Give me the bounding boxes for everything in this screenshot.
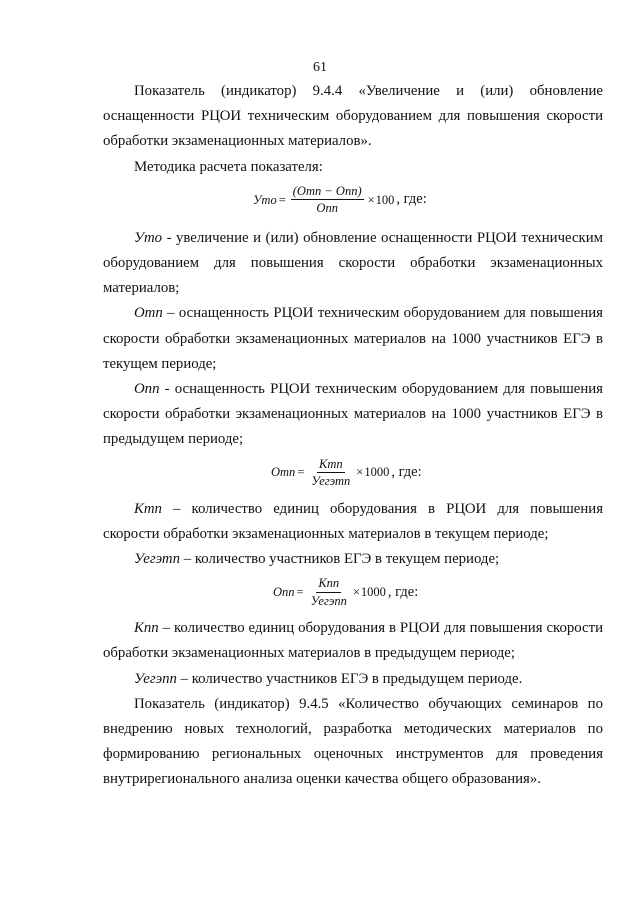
definition-otp — [103, 301, 603, 377]
definition-uegetp-var: Уегэтп — [134, 551, 181, 568]
formula-opp — [103, 572, 603, 616]
formula-otp-numerator: Ктп — [317, 457, 345, 473]
formula-otp — [103, 453, 603, 497]
formula-opp-denominator: Уегэпп — [310, 593, 347, 608]
formula-uto-where: , где: — [396, 191, 427, 208]
definition-ktp-text: – количество единиц оборудования в РЦОИ для повышения скорости обработки экзаменационных материалов в текущем периоде; — [103, 500, 603, 542]
formula-uto-factor: 100 — [375, 192, 395, 207]
paragraph-indicator-9-4-5: Показатель (индикатор) 9.4.5 «Количество обучающих семинаров по внедрению новых технологий, разработка методических материалов по формированию региональных оценочных инструментов для проведения внутрирегионального анализа оценки качества общего образования». — [103, 695, 603, 788]
definition-ktp — [103, 497, 603, 547]
formula-otp-equals: = — [297, 465, 305, 480]
formula-uto — [103, 180, 603, 226]
formula-uto-expression — [253, 184, 427, 216]
definition-opp — [103, 377, 603, 453]
definition-opp-var: Опп — [134, 381, 160, 398]
definition-uegetp — [103, 547, 603, 572]
formula-otp-where: , где: — [391, 464, 422, 481]
formula-otp-fraction — [309, 457, 352, 489]
formula-uto-equals: = — [278, 192, 286, 207]
formula-otp-factor: 1000 — [364, 465, 390, 480]
definition-opp-text: - оснащенность РЦОИ техническим оборудованием для повышения скорости обработки экзаменационных материалов на 1000 участников ЕГЭ в предыдущем периоде; — [103, 381, 603, 448]
formula-otp-denominator: Уегэтп — [311, 474, 351, 489]
formula-opp-fraction — [309, 576, 349, 608]
definition-uegepp-var: Уегэпп — [134, 670, 177, 687]
definition-otp-var: Отп — [134, 305, 163, 322]
formula-otp-times: × — [356, 465, 364, 480]
definition-kpp — [103, 616, 603, 666]
page-number: 61 — [313, 60, 327, 75]
formula-uto-fraction — [291, 184, 364, 216]
formula-otp-lhs: Отп — [271, 465, 296, 480]
formula-uto-denominator: Опп — [316, 201, 338, 216]
formula-uto-numerator: (Отп − Опп) — [291, 184, 364, 200]
formula-uto-times: × — [367, 192, 375, 207]
paragraph-method-heading: Методика расчета показателя: — [134, 158, 323, 175]
definition-uto-var: Утo — [134, 229, 163, 246]
definition-uto — [103, 226, 603, 302]
formula-opp-times: × — [352, 584, 360, 599]
paragraph-indicator-9-4-4: Показатель (индикатор) 9.4.4 «Увеличение и (или) обновление оснащенности РЦОИ техническим оборудованием для повышения скорости обработки экзаменационных материалов». — [103, 83, 603, 150]
formula-opp-lhs: Опп — [273, 584, 295, 599]
definition-kpp-var: Кпп — [134, 620, 159, 637]
formula-opp-numerator: Кпп — [316, 576, 341, 592]
definition-ktp-var: Ктп — [134, 500, 162, 517]
definition-uegetp-text: – количество участников ЕГЭ в текущем периоде; — [180, 551, 500, 568]
formula-opp-factor: 1000 — [360, 584, 386, 599]
page-body — [103, 79, 603, 793]
formula-otp-expression — [271, 457, 422, 489]
definition-uegepp — [103, 667, 603, 692]
formula-uto-lhs: Утo — [253, 192, 277, 207]
definition-uto-text: - увеличение и (или) обновление оснащенности РЦОИ техническим оборудованием для повышения скорости обработки экзаменационных материалов; — [103, 229, 603, 297]
definition-kpp-text: – количество единиц оборудования в РЦОИ для повышения скорости обработки экзаменационных материалов в предыдущем периоде; — [103, 620, 603, 662]
formula-opp-equals: = — [296, 584, 304, 599]
definition-uegepp-text: – количество участников ЕГЭ в предыдущем периоде. — [176, 670, 523, 687]
formula-opp-where: , где: — [387, 583, 419, 600]
definition-otp-text: – оснащенность РЦОИ техническим оборудованием для повышения скорости обработки экзаменационных материалов на 1000 участников ЕГЭ в текущем периоде; — [103, 305, 603, 372]
formula-opp-expression — [273, 576, 418, 608]
